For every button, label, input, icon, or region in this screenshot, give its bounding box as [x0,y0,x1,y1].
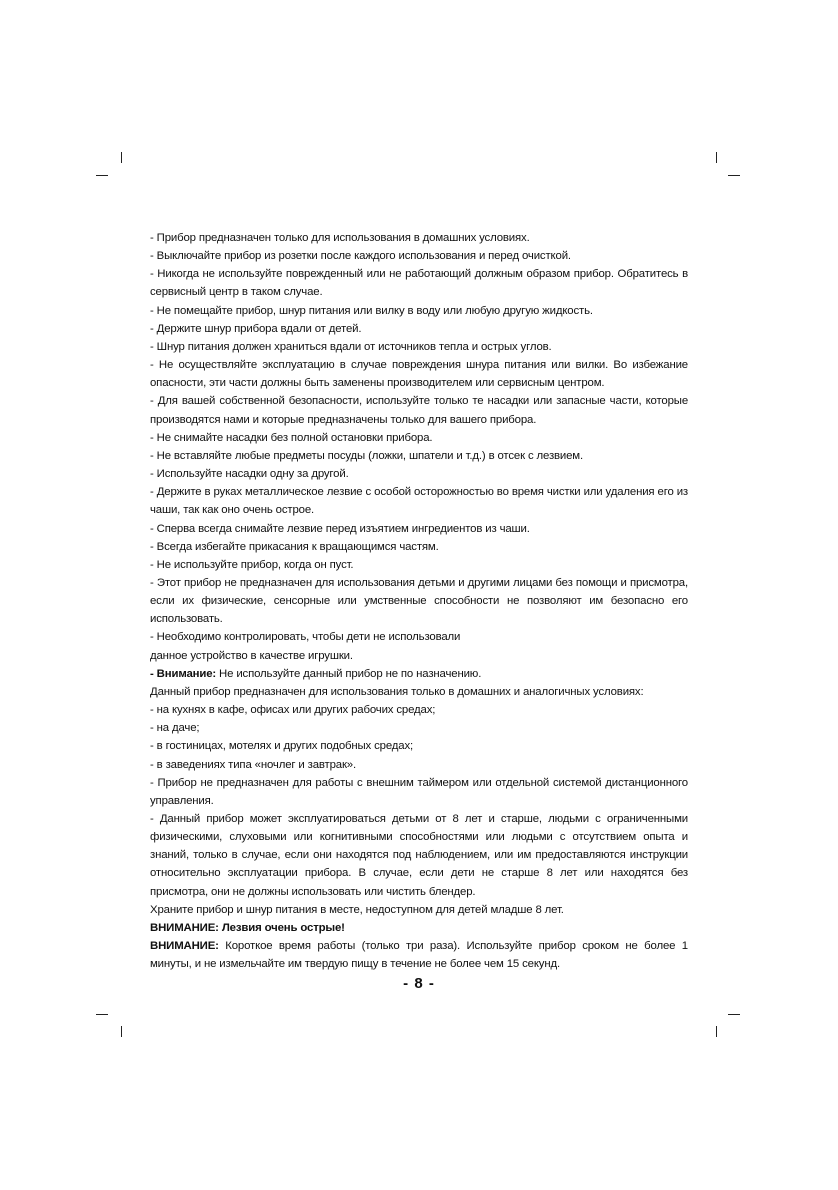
blades-warning-text: ВНИМАНИЕ: Лезвия очень острые! [150,921,345,934]
domestic-list-item: - в заведениях типа «ночлег и завтрак». [150,758,356,771]
instruction-line: - Шнур питания должен храниться вдали от источников тепла и острых углов. [150,340,552,353]
crop-mark-top-right-vertical [716,152,717,163]
storage-note: Храните прибор и шнур питания в месте, недоступном для детей младше 8 лет. [150,903,564,916]
instruction-line: данное устройство в качестве игрушки. [150,649,353,662]
warning-label: - Внимание: [150,667,217,680]
instruction-line: - Не снимайте насадки без полной остановки прибора. [150,431,433,444]
instruction-line: - Сперва всегда снимайте лезвие перед изъятием ингредиентов из чаши. [150,522,530,535]
instruction-line: - Никогда не используйте поврежденный или не работающий должным образом прибор. Обратитесь в сервисный центр в таком случае. [150,268,688,299]
crop-mark-bottom-left-vertical [121,1026,122,1037]
crop-mark-top-left-horizontal [96,175,108,176]
instruction-line: - Для вашей собственной безопасности, используйте только те насадки или запасные части, которые производятся нами и которые предназначены только для вашего прибора. [150,395,688,426]
instruction-line: - Прибор предназначен только для использования в домашних условиях. [150,232,530,244]
crop-mark-bottom-right-horizontal [728,1014,740,1015]
page-number: - 8 - [403,975,435,992]
timer-note: - Прибор не предназначен для работы с внешним таймером или отдельной системой дистанционного управления. [150,776,688,807]
instruction-line: - Необходимо контролировать, чтобы дети не использовали [150,631,461,644]
safety-instructions [150,229,688,973]
warning-misuse [150,665,688,683]
instruction-line: - Не вставляйте любые предметы посуды (ложки, шпатели и т.д.) в отсек с лезвием. [150,449,584,462]
crop-mark-top-left-vertical [121,152,122,163]
instruction-line: - Всегда избегайте прикасания к вращающимся частям. [150,540,439,553]
runtime-warning [150,937,688,973]
crop-mark-bottom-left-horizontal [96,1014,108,1015]
instruction-line: - Этот прибор не предназначен для использования детьми и другими лицами без помощи и присмотра, если их физические, сенсорные или умственные способности не позволяют им безопасно его использовать. [150,576,688,626]
domestic-list-item: - в гостиницах, мотелях и других подобных средах; [150,740,414,753]
instruction-line: - Выключайте прибор из розетки после каждого использования и перед очисткой. [150,250,571,263]
instruction-line: - Не осуществляйте эксплуатацию в случае повреждения шнура питания или вилки. Во избежание опасности, эти части должны быть заменены производителем или сервисным центром. [150,359,688,390]
warning-text: Не используйте данный прибор не по назначению. [216,667,482,680]
crop-mark-bottom-right-vertical [716,1026,717,1037]
runtime-warning-text: Короткое время работы (только три раза). Используйте прибор сроком не более 1 минуты, и не измельчайте им твердую пищу в течение не более чем 15 секунд. [150,940,688,971]
instruction-line: - Не используйте прибор, когда он пуст. [150,558,354,571]
runtime-warning-label: ВНИМАНИЕ: [150,940,219,953]
domestic-list-item: - на даче; [150,722,200,735]
domestic-list-item: - на кухнях в кафе, офисах или других рабочих средах; [150,704,436,717]
instruction-line: - Держите шнур прибора вдали от детей. [150,322,362,335]
blades-warning [150,919,688,937]
crop-mark-top-right-horizontal [728,175,740,176]
children-note: - Данный прибор может эксплуатироваться детьми от 8 лет и старше, людьми с ограниченными физическими, слуховыми или когнитивными способностями или людьми с отсутствием опыта и знаний, только в случае, если они находятся под наблюдением, или им предоставляются инструкции относительно эксплуатации прибора. В случае, если дети не старше 8 лет или находятся без присмотра, они не должны использовать или чистить блендер. [150,813,688,898]
domestic-intro: Данный прибор предназначен для использования только в домашних и аналогичных условиях: [150,685,644,698]
instruction-line: - Не помещайте прибор, шнур питания или вилку в воду или любую другую жидкость. [150,304,593,317]
instruction-line: - Используйте насадки одну за другой. [150,468,349,481]
instruction-line: - Держите в руках металлическое лезвие с особой осторожностью во время чистки или удаления его из чаши, так как оно очень острое. [150,486,688,517]
